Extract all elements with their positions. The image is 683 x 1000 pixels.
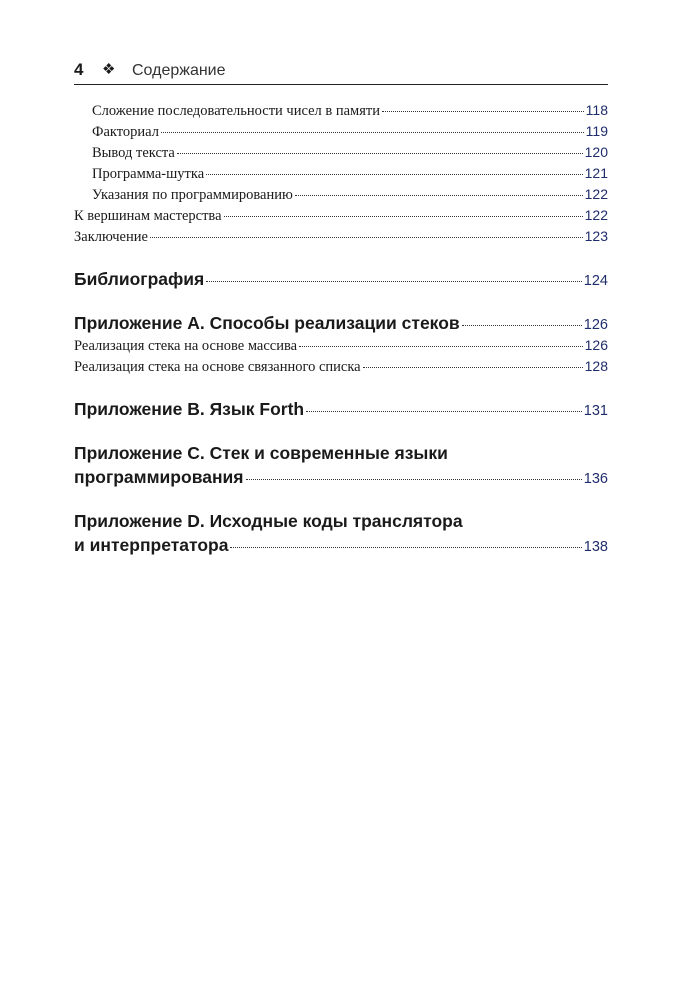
toc-entry[interactable] bbox=[74, 184, 608, 205]
spacer bbox=[74, 247, 608, 267]
toc-entry-title: Реализация стека на основе связанного списка bbox=[74, 359, 361, 375]
spacer bbox=[74, 421, 608, 441]
leader-dots bbox=[150, 236, 583, 238]
table-of-contents bbox=[74, 100, 608, 557]
toc-entry-page: 120 bbox=[584, 144, 608, 160]
spacer bbox=[74, 489, 608, 509]
leader-dots bbox=[206, 280, 582, 282]
leader-dots bbox=[363, 366, 583, 368]
leader-dots bbox=[306, 410, 582, 412]
toc-chapter-title: Приложение В. Язык Forth bbox=[74, 399, 305, 419]
ornament-icon: ❖ bbox=[102, 61, 116, 78]
toc-chapter-appendix-a[interactable] bbox=[74, 311, 608, 335]
toc-entry[interactable] bbox=[74, 121, 608, 142]
toc-entry-page: 121 bbox=[584, 165, 608, 181]
toc-chapter-title-line2: и интерпретатора bbox=[74, 535, 229, 555]
toc-chapter-page: 138 bbox=[583, 539, 608, 555]
leader-dots bbox=[161, 131, 584, 133]
leader-dots bbox=[295, 194, 583, 196]
toc-entry-page: 122 bbox=[584, 186, 608, 202]
leader-dots bbox=[230, 546, 581, 548]
toc-entry[interactable] bbox=[74, 163, 608, 184]
toc-entry[interactable] bbox=[74, 100, 608, 121]
toc-chapter-title-line2: программирования bbox=[74, 467, 244, 487]
toc-entry-page: 118 bbox=[585, 102, 608, 118]
toc-chapter-appendix-d[interactable] bbox=[74, 533, 608, 557]
toc-chapter-page: 126 bbox=[583, 317, 608, 333]
leader-dots bbox=[177, 152, 583, 154]
toc-entry-title: Указания по программированию bbox=[92, 187, 293, 203]
leader-dots bbox=[206, 173, 583, 175]
toc-entry[interactable] bbox=[74, 205, 608, 226]
toc-entry-title: Вывод текста bbox=[92, 145, 175, 161]
running-header bbox=[74, 58, 608, 85]
toc-chapter-page: 136 bbox=[583, 471, 608, 487]
toc-chapter-title-line1[interactable]: Приложение D. Исходные коды транслятора bbox=[74, 511, 463, 531]
toc-entry[interactable] bbox=[74, 142, 608, 163]
leader-dots bbox=[299, 345, 583, 347]
toc-entry[interactable] bbox=[74, 356, 608, 377]
toc-chapter-bibliography[interactable] bbox=[74, 267, 608, 291]
leader-dots bbox=[246, 478, 582, 480]
leader-dots bbox=[224, 215, 583, 217]
toc-entry-page: 128 bbox=[584, 358, 608, 374]
toc-entry-page: 126 bbox=[584, 337, 608, 353]
toc-entry[interactable] bbox=[74, 335, 608, 356]
toc-chapter-title: Библиография bbox=[74, 269, 205, 289]
toc-entry-title: Факториал bbox=[92, 124, 159, 140]
spacer bbox=[74, 377, 608, 397]
toc-entry-title: Заключение bbox=[74, 229, 148, 245]
toc-chapter-appendix-c[interactable] bbox=[74, 465, 608, 489]
toc-chapter-page: 124 bbox=[583, 273, 608, 289]
toc-chapter-page: 131 bbox=[583, 403, 608, 419]
toc-chapter-title-line1[interactable]: Приложение С. Стек и современные языки bbox=[74, 443, 448, 463]
toc-entry-page: 122 bbox=[584, 207, 608, 223]
leader-dots bbox=[462, 324, 582, 326]
spacer bbox=[74, 291, 608, 311]
toc-entry-page: 119 bbox=[585, 123, 608, 139]
toc-chapter-title: Приложение А. Способы реализации стеков bbox=[74, 313, 460, 333]
page-number: 4 bbox=[74, 60, 84, 79]
toc-entry-title: Программа-шутка bbox=[92, 166, 205, 182]
toc-entry-title: Реализация стека на основе массива bbox=[74, 338, 298, 354]
toc-chapter-appendix-b[interactable] bbox=[74, 397, 608, 421]
leader-dots bbox=[382, 110, 584, 112]
toc-entry-title: К вершинам мастерства bbox=[74, 208, 222, 224]
toc-entry[interactable] bbox=[74, 226, 608, 247]
header-title: Содержание bbox=[132, 62, 226, 79]
toc-entry-page: 123 bbox=[584, 228, 608, 244]
toc-entry-title: Сложение последовательности чисел в памяти bbox=[92, 103, 380, 119]
